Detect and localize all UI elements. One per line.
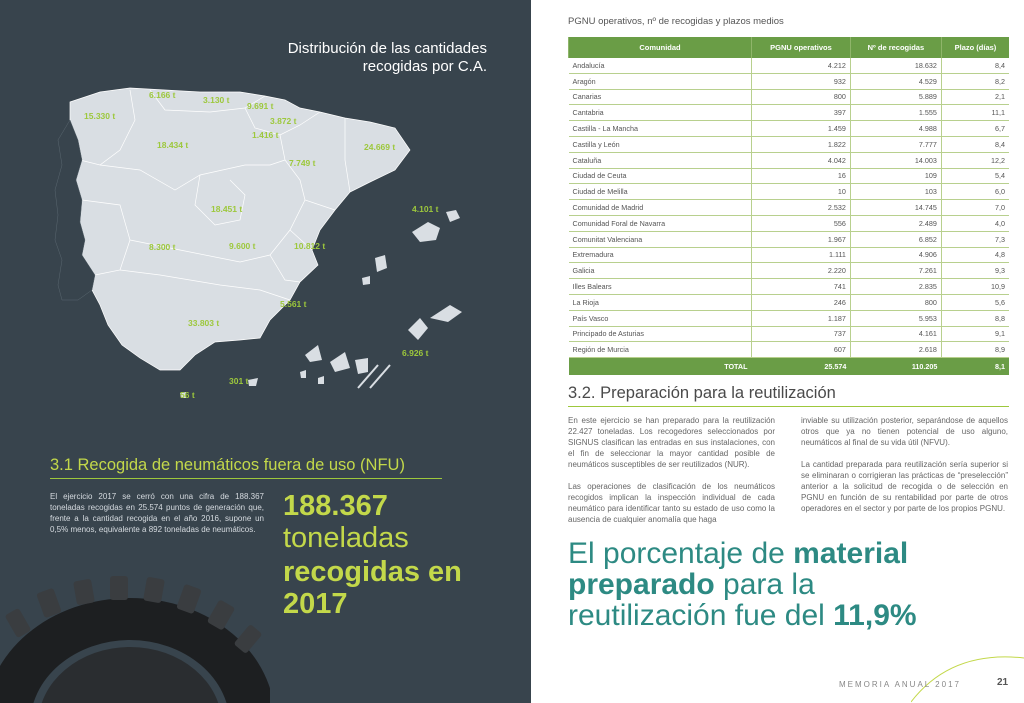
label-castilla-mancha: 9.600 t xyxy=(229,241,256,251)
cell-comunidad: Castilla y León xyxy=(569,136,752,152)
cell-comunidad: Andalucía xyxy=(569,58,752,73)
section-divider-2 xyxy=(568,406,1009,407)
cell-pgnu: 1.822 xyxy=(752,136,851,152)
header-plazo: Plazo (días) xyxy=(941,37,1009,58)
table-total-row xyxy=(569,358,1010,376)
big-line-recogidas xyxy=(283,556,462,620)
section-title-nfu: 3.1 Recogida de neumáticos fuera de uso (NFU) xyxy=(50,456,405,474)
label-aragon: 7.749 t xyxy=(289,158,316,168)
cell-pgnu: 397 xyxy=(752,105,851,121)
table-row xyxy=(569,136,1010,152)
cell-recogidas: 103 xyxy=(850,184,941,200)
cell-pgnu: 800 xyxy=(752,89,851,105)
cell-comunidad: Comunitat Valenciana xyxy=(569,231,752,247)
map-title xyxy=(288,40,487,76)
cell-pgnu: 1.111 xyxy=(752,247,851,263)
header-recogidas: Nº de recogidas xyxy=(850,37,941,58)
cell-comunidad: Ciudad de Ceuta xyxy=(569,168,752,184)
cell-pgnu: 10 xyxy=(752,184,851,200)
cell-pgnu: 1.187 xyxy=(752,310,851,326)
cell-plazo: 8,4 xyxy=(941,136,1009,152)
cell-plazo: 2,1 xyxy=(941,89,1009,105)
cell-comunidad: País Vasco xyxy=(569,310,752,326)
cell-plazo: 4,8 xyxy=(941,247,1009,263)
col1-paragraph-2: Las operaciones de clasificación de los neumáticos recogidos implican la inspección individual de cada neumático para identificar tanto su estado de uso como la ausencia de cualquier anomalía que haga xyxy=(568,482,775,524)
tyre-image xyxy=(0,560,270,703)
cell-comunidad: Comunidad Foral de Navarra xyxy=(569,215,752,231)
cell-recogidas: 109 xyxy=(850,168,941,184)
cell-pgnu: 1.459 xyxy=(752,121,851,137)
cell-plazo: 11,1 xyxy=(941,105,1009,121)
cell-plazo: 5,6 xyxy=(941,294,1009,310)
cell-plazo: 8,8 xyxy=(941,310,1009,326)
cell-comunidad: Región de Murcia xyxy=(569,342,752,358)
cell-plazo: 8,9 xyxy=(941,342,1009,358)
cell-comunidad: Galicia xyxy=(569,263,752,279)
cell-recogidas: 2.835 xyxy=(850,279,941,295)
label-castilla-leon: 18.434 t xyxy=(157,140,189,150)
cell-recogidas: 5.889 xyxy=(850,89,941,105)
label-melilla: 56 t xyxy=(180,390,195,400)
table-row xyxy=(569,152,1010,168)
big-number: 188.367 xyxy=(283,490,388,522)
decorative-arc xyxy=(911,640,1024,703)
table-row xyxy=(569,73,1010,89)
big-line-year: 2017 xyxy=(283,588,348,620)
cell-plazo: 12,2 xyxy=(941,152,1009,168)
cell-plazo: 9,1 xyxy=(941,326,1009,342)
cell-pgnu: 741 xyxy=(752,279,851,295)
table-caption: PGNU operativos, nº de recogidas y plazos medios xyxy=(568,16,784,27)
pull-quote xyxy=(568,538,1008,631)
label-cantabria: 3.130 t xyxy=(203,95,230,105)
cell-comunidad: Illes Balears xyxy=(569,279,752,295)
cell-comunidad: Comunidad de Madrid xyxy=(569,200,752,216)
quote-part-b: material xyxy=(793,537,909,570)
label-asturias: 6.166 t xyxy=(149,90,176,100)
label-murcia: 5.561 t xyxy=(280,299,307,309)
table-row xyxy=(569,200,1010,216)
cell-comunidad: Castilla - La Mancha xyxy=(569,121,752,137)
cell-comunidad: Cantabria xyxy=(569,105,752,121)
nfu-body-text: El ejercicio 2017 se cerró con una cifra de 188.367 toneladas recogidas en 25.574 puntos de generación que, frente a la cantidad recogida en el año 2016, supone un 0,5% menos, equivalente a 892 toneladas de neumáticos. xyxy=(50,492,264,534)
cell-plazo: 9,3 xyxy=(941,263,1009,279)
table-row xyxy=(569,263,1010,279)
big-line-recogidas-en: recogidas en xyxy=(283,556,462,588)
cell-recogidas: 7.777 xyxy=(850,136,941,152)
cell-comunidad: Cataluña xyxy=(569,152,752,168)
cell-recogidas: 2.489 xyxy=(850,215,941,231)
cell-plazo: 4,0 xyxy=(941,215,1009,231)
pgnu-table xyxy=(568,37,1009,375)
quote-part-f: 11,9% xyxy=(833,599,917,632)
cell-recogidas: 18.632 xyxy=(850,58,941,73)
cell-pgnu: 16 xyxy=(752,168,851,184)
cell-recogidas: 800 xyxy=(850,294,941,310)
cell-recogidas: 2.618 xyxy=(850,342,941,358)
section-title-reutilizacion: 3.2. Preparación para la reutilización xyxy=(568,384,836,402)
cell-recogidas: 1.555 xyxy=(850,105,941,121)
header-pgnu: PGNU operativos xyxy=(752,37,851,58)
cell-comunidad: Canarias xyxy=(569,89,752,105)
right-page xyxy=(531,0,1024,703)
cell-recogidas: 5.953 xyxy=(850,310,941,326)
cell-pgnu: 2.532 xyxy=(752,200,851,216)
cell-recogidas: 4.906 xyxy=(850,247,941,263)
label-madrid: 18.451 t xyxy=(211,204,243,214)
label-ceuta: 301 t xyxy=(229,376,249,386)
label-pais-vasco: 9.691 t xyxy=(247,101,274,111)
cell-pgnu: 2.220 xyxy=(752,263,851,279)
quote-part-e: reutilización fue del xyxy=(568,599,834,632)
label-cataluna: 24.669 t xyxy=(364,142,396,152)
table-row xyxy=(569,247,1010,263)
table-row xyxy=(569,121,1010,137)
cell-plazo: 8,4 xyxy=(941,58,1009,73)
col2-paragraph-1: inviable su utilización posterior, separándose de aquellos otros que ya no tienen potencial de uso alguno, neumáticos al final de su vida útil (NFVU). xyxy=(801,416,1008,447)
cell-plazo: 5,4 xyxy=(941,168,1009,184)
table-row xyxy=(569,279,1010,295)
text-column-1 xyxy=(568,415,775,536)
table-row xyxy=(569,310,1010,326)
map-title-line2: recogidas por C.A. xyxy=(362,58,487,75)
cell-plazo: 8,2 xyxy=(941,73,1009,89)
label-canarias: 6.926 t xyxy=(402,348,429,358)
label-la-rioja: 1.416 t xyxy=(252,130,279,140)
table-row xyxy=(569,342,1010,358)
table-body xyxy=(569,58,1010,375)
cell-pgnu: 4.212 xyxy=(752,58,851,73)
cell-pgnu: 4.042 xyxy=(752,152,851,168)
cell-comunidad: Principado de Asturias xyxy=(569,326,752,342)
cell-pgnu: 932 xyxy=(752,73,851,89)
table-row xyxy=(569,168,1010,184)
quote-part-a: El porcentaje de xyxy=(568,537,794,570)
cell-recogidas: 14.003 xyxy=(850,152,941,168)
section-divider xyxy=(50,478,442,479)
cell-pgnu: 607 xyxy=(752,342,851,358)
cell-plazo: 10,9 xyxy=(941,279,1009,295)
quote-part-c: preparado xyxy=(568,568,715,601)
cell-recogidas: 14.745 xyxy=(850,200,941,216)
cell-pgnu: 246 xyxy=(752,294,851,310)
label-valencia: 10.812 t xyxy=(294,241,326,251)
table-row xyxy=(569,184,1010,200)
total-label: TOTAL xyxy=(569,358,752,376)
cell-plazo: 7,0 xyxy=(941,200,1009,216)
table-row xyxy=(569,215,1010,231)
footer-text: MEMORIA ANUAL 2017 xyxy=(839,680,961,689)
cell-pgnu: 1.967 xyxy=(752,231,851,247)
cell-comunidad: Aragón xyxy=(569,73,752,89)
table-row xyxy=(569,294,1010,310)
table-header-row xyxy=(569,37,1010,58)
label-galicia: 15.330 t xyxy=(84,111,116,121)
cell-pgnu: 556 xyxy=(752,215,851,231)
label-extremadura: 8.300 t xyxy=(149,242,176,252)
quote-part-d: para la xyxy=(714,568,815,601)
cell-recogidas: 4.529 xyxy=(850,73,941,89)
cell-recogidas: 4.161 xyxy=(850,326,941,342)
cell-plazo: 6,0 xyxy=(941,184,1009,200)
table-row xyxy=(569,58,1010,73)
table-row xyxy=(569,326,1010,342)
cell-pgnu: 737 xyxy=(752,326,851,342)
cell-comunidad: Extremadura xyxy=(569,247,752,263)
total-value: 8,1 xyxy=(941,358,1009,376)
col2-paragraph-2: La cantidad preparada para reutilización sería superior si se eliminaran o corrigieran las prácticas de “preselección” anterior a la solicitud de recogida o de selección en PGNU en función de su rentabilidad por parte de otros operadores en el sector y por parte de los propios PGNU. xyxy=(801,460,1008,513)
cell-recogidas: 4.988 xyxy=(850,121,941,137)
total-value: 25.574 xyxy=(752,358,851,376)
cell-comunidad: La Rioja xyxy=(569,294,752,310)
text-column-2 xyxy=(801,415,1008,525)
cell-plazo: 6,7 xyxy=(941,121,1009,137)
page-number: 21 xyxy=(997,677,1009,688)
label-baleares: 4.101 t xyxy=(412,204,439,214)
map-title-line1: Distribución de las cantidades xyxy=(287,40,487,57)
cell-comunidad: Ciudad de Melilla xyxy=(569,184,752,200)
label-navarra: 3.872 t xyxy=(270,116,297,126)
header-comunidad: Comunidad xyxy=(569,37,752,58)
big-line-toneladas: toneladas xyxy=(283,522,409,554)
label-andalucia: 33.803 t xyxy=(188,318,220,328)
table-row xyxy=(569,231,1010,247)
cell-recogidas: 7.261 xyxy=(850,263,941,279)
cell-plazo: 7,3 xyxy=(941,231,1009,247)
table-row xyxy=(569,105,1010,121)
col1-paragraph-1: En este ejercicio se han preparado para la reutilización 22.427 toneladas. Los recogedores seleccionados por SIGNUS clasifican las entradas en sus instalaciones, con el fin de seleccionar la mayor cantidad posible de neumáticos susceptibles de ser reutilizados (NUR). xyxy=(568,416,775,469)
cell-recogidas: 6.852 xyxy=(850,231,941,247)
total-value: 110.205 xyxy=(850,358,941,376)
table-row xyxy=(569,89,1010,105)
